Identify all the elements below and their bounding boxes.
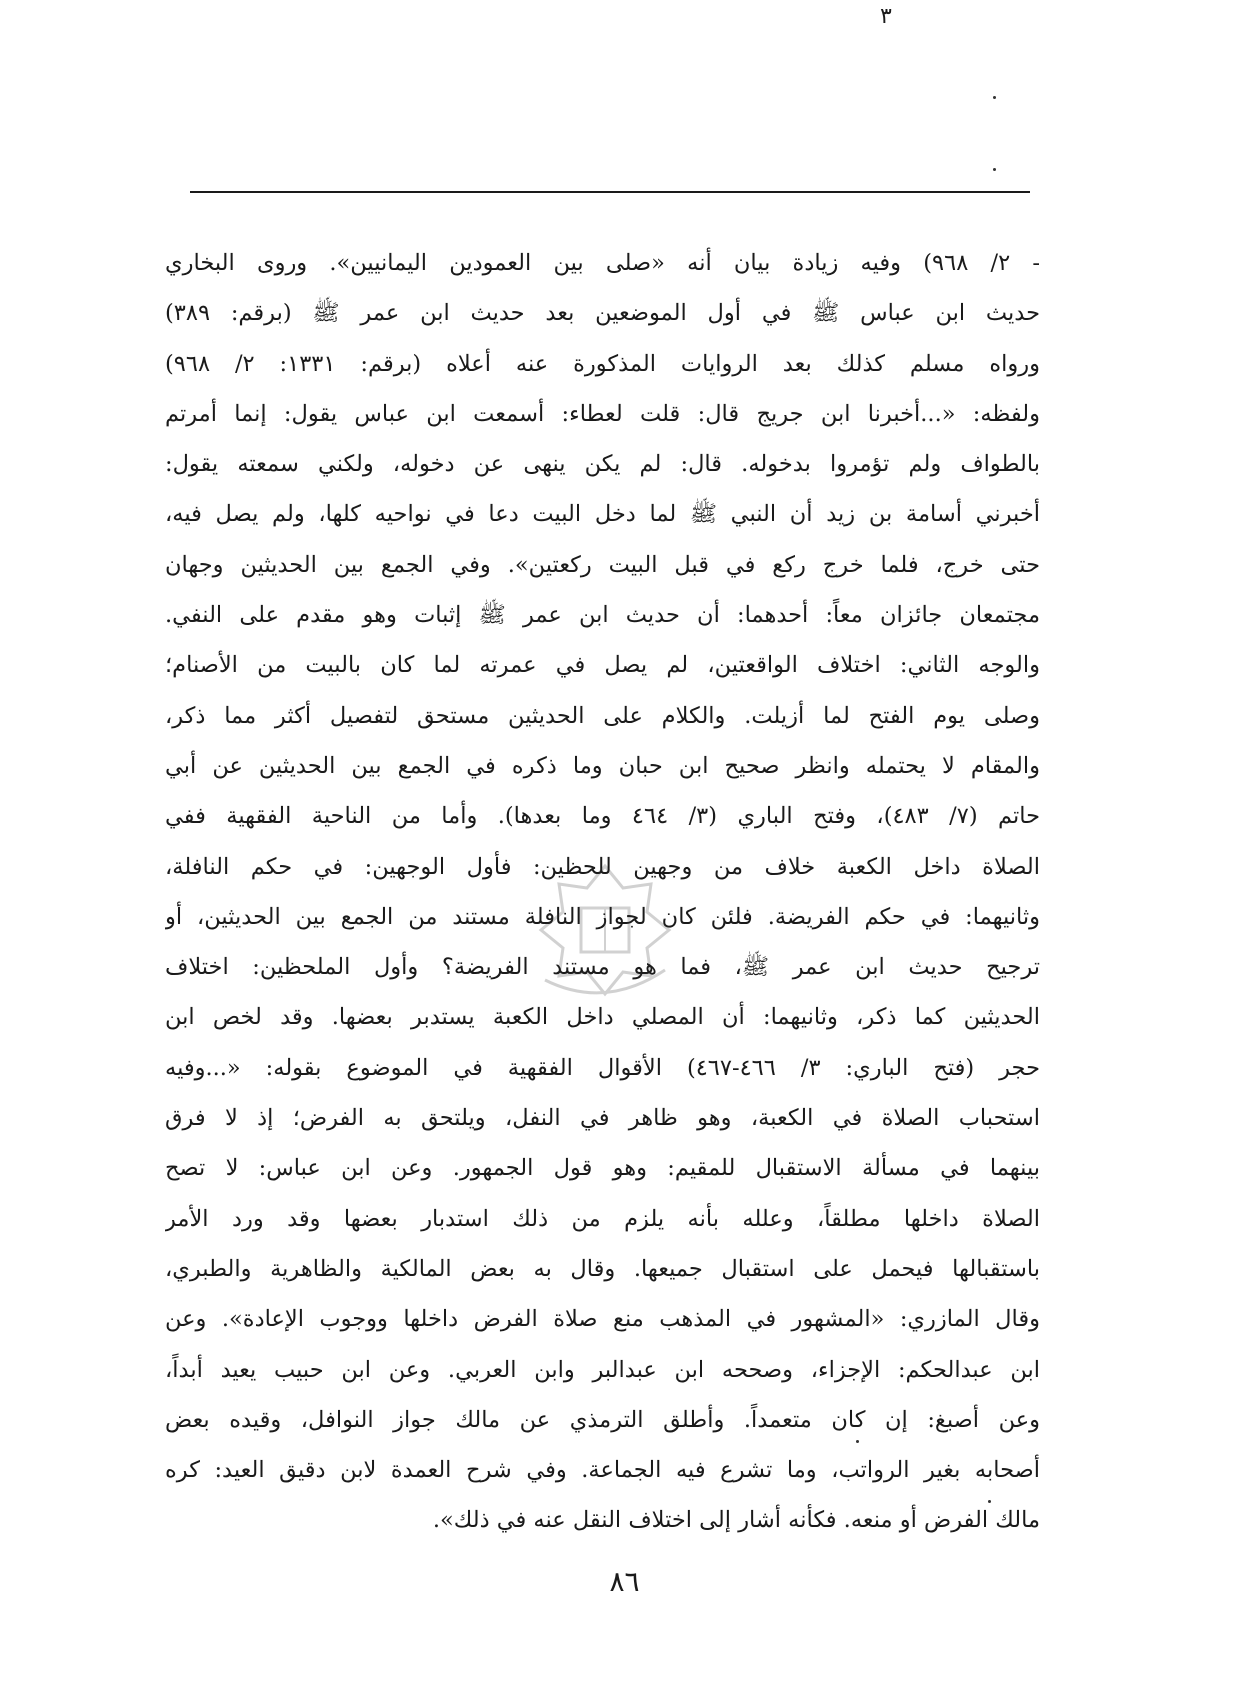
page-number: ٨٦	[609, 1565, 640, 1598]
footnote-line: والمقام لا يحتمله وانظر صحيح ابن حبان وما ذكره في الجمع بين الحديثين عن أبي	[165, 752, 1040, 779]
top-mark: ٣	[880, 4, 892, 29]
footnote-line: الصلاة داخلها مطلقاً، وعلله بأنه يلزم من ذلك استدبار بعضها وقد ورد الأمر	[165, 1205, 1040, 1232]
footnote-line: والوجه الثاني: اختلاف الواقعتين، لم يصل في عمرته لما كان بالبيت من الأصنام؛	[165, 652, 1040, 679]
footnote-line: وقال المازري: «المشهور في المذهب منع صلاة الفرض داخلها ووجوب الإعادة». وعن	[165, 1306, 1040, 1333]
footnote-line: بينهما في مسألة الاستقبال للمقيم: وهو قول الجمهور. وعن ابن عباس: لا تصح	[165, 1155, 1040, 1182]
footnote-line: - ٢/ ٩٦٨) وفيه زيادة بيان أنه «صلى بين العمودين اليمانيين». وروى البخاري	[165, 250, 1040, 276]
footnote-line: حتى خرج، فلما خرج ركع في قبل البيت ركعتين». وفي الجمع بين الحديثين وجهان	[165, 551, 1040, 578]
footnote-line: بالطواف ولم تؤمروا بدخوله. قال: لم يكن ينهى عن دخوله، ولكني سمعته يقول:	[165, 451, 1040, 478]
footnote-line: الحديثين كما ذكر، وثانيهما: أن المصلي داخل الكعبة يستدبر بعضها. وقد لخص ابن	[165, 1004, 1040, 1031]
footnote-line: ترجيح حديث ابن عمر ﷺ، فما هو مستند الفريضة؟ وأول الملحظين: اختلاف	[165, 954, 1040, 981]
footnote-line: ورواه مسلم كذلك بعد الروايات المذكورة عنه أعلاه (برقم: ١٣٣١: ٢/ ٩٦٨)	[165, 350, 1040, 377]
footnote-line: أصحابه بغير الرواتب، وما تشرع فيه الجماعة. وفي شرح العمدة لابن دقيق العيد: كره	[165, 1457, 1040, 1484]
footnote-line: حاتم (٧/ ٤٨٣)، وفتح الباري (٣/ ٤٦٤ وما بعدها). وأما من الناحية الفقهية ففي	[165, 803, 1040, 830]
footnote-line: الصلاة داخل الكعبة خلاف من وجهين للحظين: فأول الوجهين: في حكم النافلة،	[165, 853, 1040, 880]
scan-speck	[993, 168, 996, 171]
library-seal-watermark	[535, 860, 675, 1000]
footnote-line: مالك الفرض أو منعه. فكأنه أشار إلى اختلاف النقل عنه في ذلك».	[432, 1507, 1040, 1534]
footnote-line: وعن أصبغ: إن كان متعمداً. وأطلق الترمذي عن مالك جواز النوافل، وقيده بعض	[165, 1406, 1040, 1433]
footnote-line: ولفظه: «...أخبرنا ابن جريج قال: قلت لعطاء: أسمعت ابن عباس يقول: إنما أمرتم	[165, 400, 1040, 427]
footnote-line: أخبرني أسامة بن زيد أن النبي ﷺ لما دخل البيت دعا في نواحيه كلها، ولم يصل فيه،	[165, 501, 1040, 528]
footnote-line: باستقبالها فيحمل على استقبال جميعها. وقال به بعض المالكية والظاهرية والطبري،	[165, 1255, 1040, 1282]
footnote-line: وصلى يوم الفتح لما أزيلت. والكلام على الحديثين مستحق لتفصيل أكثر مما ذكر،	[165, 702, 1040, 729]
scan-speck	[993, 96, 996, 99]
footnote-line: ابن عبدالحكم: الإجزاء، وصححه ابن عبدالبر وابن العربي. وعن ابن حبيب يعيد أبداً،	[165, 1356, 1040, 1383]
footnote-line: مجتمعان جائزان معاً: أحدهما: أن حديث ابن عمر ﷺ إثبات وهو مقدم على النفي.	[165, 602, 1040, 629]
footnote-line: حديث ابن عباس ﷺ في أول الموضعين بعد حديث ابن عمر ﷺ (برقم: ٣٨٩)	[165, 300, 1040, 327]
footnote-line: استحباب الصلاة في الكعبة، وهو ظاهر في النفل، ويلتحق به الفرض؛ إذ لا فرق	[165, 1105, 1040, 1132]
footnote-line: وثانيهما: في حكم الفريضة. فلئن كان لجواز النافلة مستند من الجمع بين الحديثين، أو	[165, 903, 1040, 930]
footnote-separator	[190, 191, 1030, 193]
footnote-line: حجر (فتح الباري: ٣/ ٤٦٦-٤٦٧) الأقوال الفقهية في الموضوع بقوله: «...وفيه	[165, 1054, 1040, 1081]
